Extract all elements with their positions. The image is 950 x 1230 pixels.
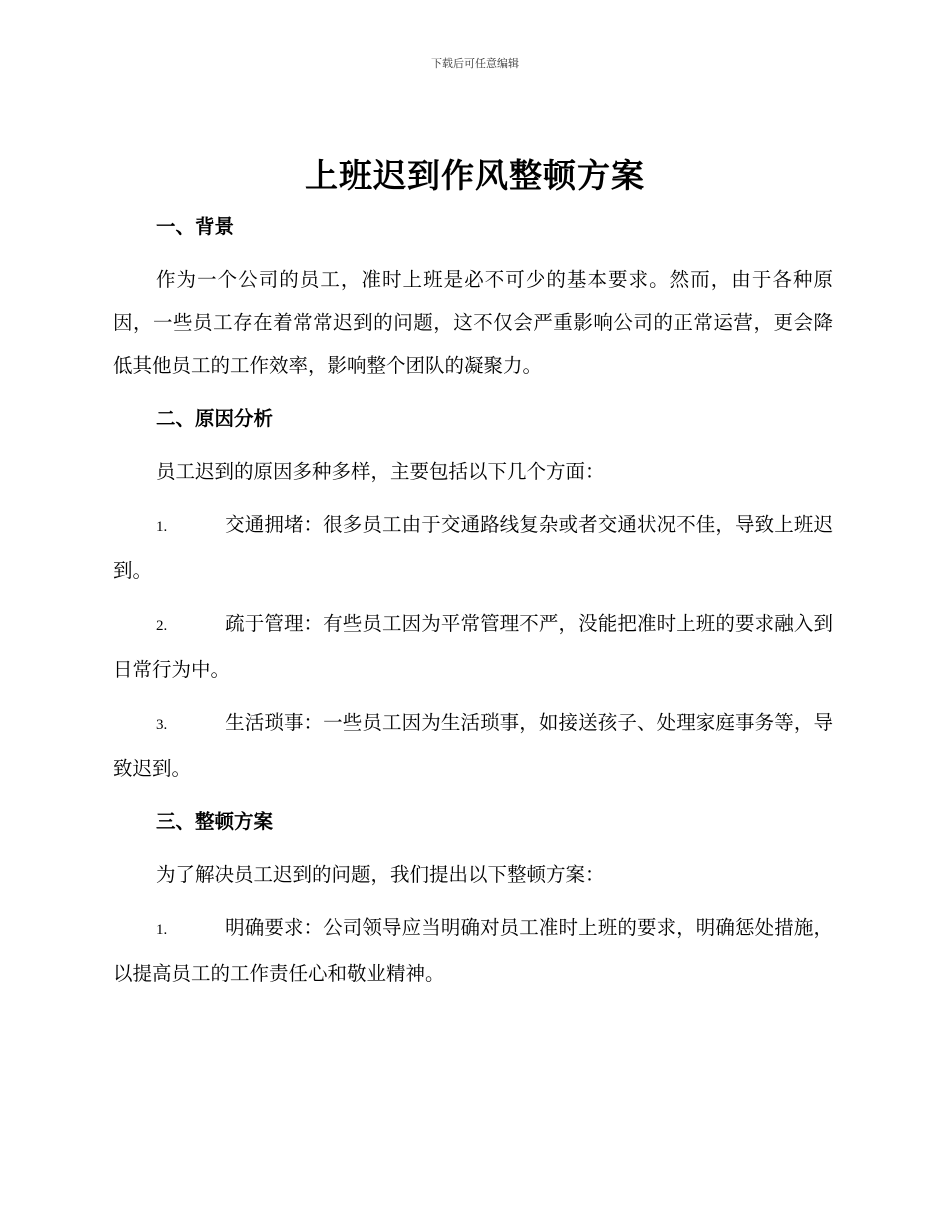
list-item [113,906,833,995]
list-item-text: 明确要求：公司领导应当明确对员工准时上班的要求，明确惩处措施，以提高员工的工作责任心和敬业精神。 [113,916,833,985]
list-number: 3. [156,717,168,733]
section-heading-cause-analysis: 二、原因分析 [156,407,274,430]
list-number: 1. [156,519,168,535]
list-item-text: 生活琐事：一些员工因为生活琐事，如接送孩子、处理家庭事务等，导致迟到。 [113,711,833,780]
section-heading-rectification-plan: 三、整顿方案 [156,810,274,833]
list-number: 1. [156,922,168,938]
plan-intro-paragraph: 为了解决员工迟到的问题，我们提出以下整顿方案： [156,863,605,886]
list-item [113,701,833,790]
list-item [113,503,833,592]
list-item-text: 交通拥堵：很多员工由于交通路线复杂或者交通状况不佳，导致上班迟到。 [113,513,833,582]
list-item [113,602,833,691]
background-paragraph: 作为一个公司的员工，准时上班是必不可少的基本要求。然而，由于各种原因，一些员工存在着常常迟到的问题，这不仅会严重影响公司的正常运营，更会降低其他员工的工作效率，影响整个团队的凝聚力。 [113,268,833,377]
document-title: 上班迟到作风整顿方案 [305,156,645,195]
section-heading-background: 一、背景 [156,215,235,238]
list-number: 2. [156,618,168,634]
list-item-text: 疏于管理：有些员工因为平常管理不严，没能把准时上班的要求融入到日常行为中。 [113,612,833,681]
document-body [113,205,833,995]
cause-intro-paragraph: 员工迟到的原因多种多样，主要包括以下几个方面： [156,460,605,483]
header-note: 下载后可任意编辑 [431,57,519,70]
